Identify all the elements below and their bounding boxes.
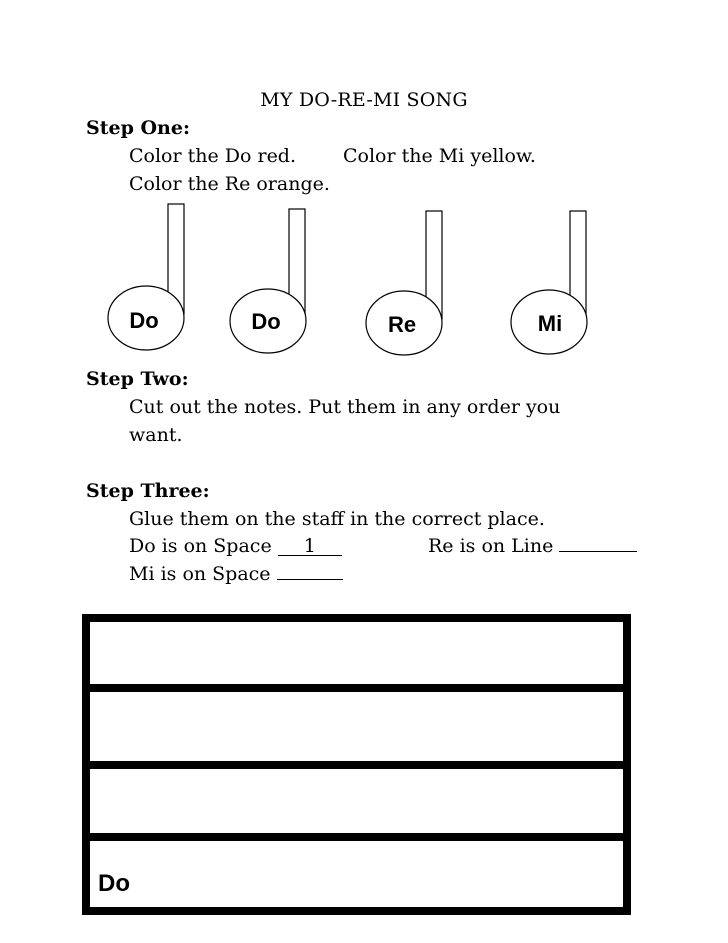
note-do-1-label: Do [129, 308, 159, 333]
step-one-heading: Step One: [86, 117, 190, 139]
notes-illustration [0, 195, 728, 360]
note-do-2 [230, 209, 306, 353]
staff-line [90, 684, 623, 692]
mi-space-question [129, 563, 343, 585]
step-two-heading: Step Two: [86, 368, 189, 390]
step-three-instruction: Glue them on the staff in the correct place. [129, 508, 545, 530]
do-space-question [129, 535, 342, 557]
mi-space-prefix: Mi is on Space [129, 563, 271, 585]
note-mi [511, 211, 587, 354]
note-re [366, 211, 442, 355]
note-mi-label: Mi [537, 311, 563, 336]
staff-line [90, 761, 623, 769]
note-do-2-label: Do [251, 309, 281, 334]
mi-space-answer-blank[interactable] [277, 579, 343, 580]
step-two-instruction-1: Cut out the notes. Put them in any order you [129, 396, 561, 418]
step-one-instruction-do: Color the Do red. [129, 145, 297, 167]
re-line-question [428, 535, 637, 557]
step-two-instruction-2: want. [129, 424, 183, 446]
worksheet-title: MY DO-RE-MI SONG [260, 89, 468, 111]
note-re-label: Re [387, 312, 417, 337]
step-three-heading: Step Three: [86, 480, 210, 502]
re-line-prefix: Re is on Line [428, 535, 554, 557]
note-do-1 [108, 204, 184, 350]
step-one-instruction-mi: Color the Mi yellow. [343, 145, 536, 167]
staff-line [90, 833, 623, 841]
step-one-instruction-re: Color the Re orange. [129, 173, 330, 195]
staff-space-label-do: Do [98, 870, 130, 897]
do-space-answer-blank[interactable]: 1 [278, 537, 342, 556]
re-line-answer-blank[interactable] [559, 551, 637, 552]
music-staff [82, 614, 631, 915]
do-space-prefix: Do is on Space [129, 535, 272, 557]
